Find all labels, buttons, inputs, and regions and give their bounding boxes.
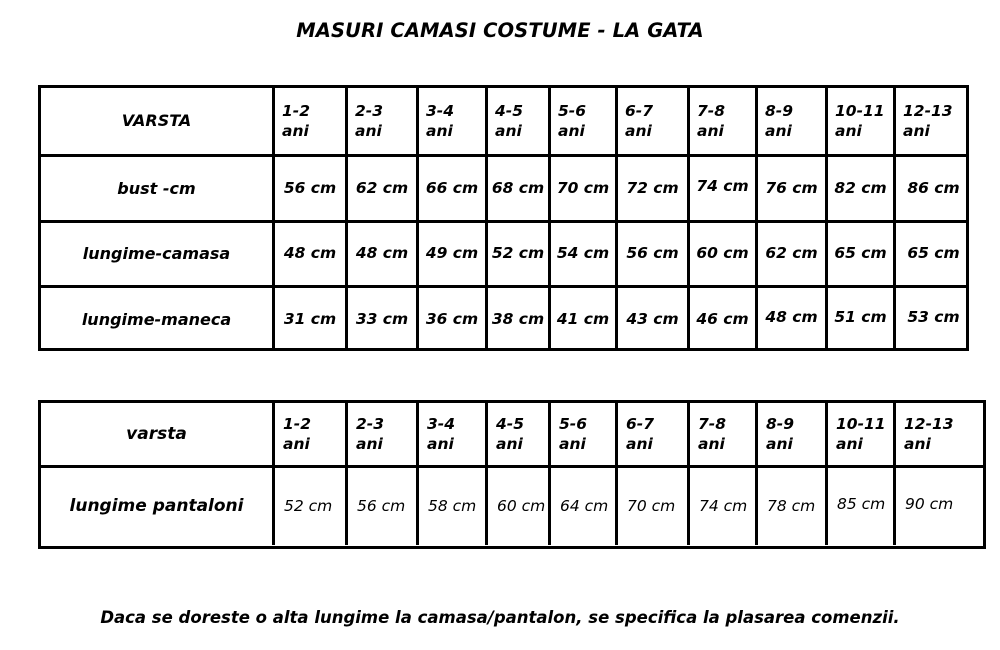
age-unit: ani	[355, 122, 382, 140]
age-column-header-2-3	[348, 88, 419, 154]
age-column-header-5-6	[551, 88, 618, 154]
cell-bust-6-7: 72 cm	[618, 157, 690, 220]
age-column-header-3-4	[419, 88, 488, 154]
age-unit: ani	[283, 435, 310, 453]
age-column-header-10-11	[828, 88, 896, 154]
row-label-lungime-camasa: lungime-camasa	[41, 223, 275, 286]
table-row	[41, 220, 966, 286]
cell-bust-12-13: 86 cm	[907, 178, 960, 197]
cell-pantaloni-12-13: 90 cm	[905, 495, 954, 514]
age-column-header-12-13	[896, 403, 988, 465]
age-column-header-5-6	[551, 403, 618, 465]
age-range: 2-3	[355, 101, 384, 120]
cell-bust-2-3: 62 cm	[348, 157, 419, 220]
age-unit: ani	[835, 122, 862, 140]
age-unit: ani	[697, 122, 724, 140]
age-range: 4-5	[496, 414, 525, 433]
age-unit: ani	[282, 122, 309, 140]
table-row-header	[41, 403, 983, 465]
cell-maneca-8-9: 48 cm	[758, 284, 828, 351]
row-label-lungime-pantaloni: lungime pantaloni	[41, 468, 275, 545]
age-unit: ani	[836, 435, 863, 453]
age-column-header-6-7	[618, 403, 690, 465]
footer-note: Daca se doreste o alta lungime la camasa/pantalon, se specifica la plasarea comenzii.	[100, 608, 900, 627]
age-column-header-4-5	[488, 88, 551, 154]
age-unit: ani	[495, 122, 522, 140]
age-range: 12-13	[903, 101, 953, 120]
cell-camasa-2-3: 48 cm	[348, 223, 419, 286]
cell-bust-5-6: 70 cm	[551, 157, 618, 220]
age-unit: ani	[496, 435, 523, 453]
age-column-header-1-2	[275, 88, 348, 154]
shirt-measurements-table	[38, 85, 969, 351]
age-unit: ani	[766, 435, 793, 453]
age-column-header-6-7	[618, 88, 690, 154]
age-unit: ani	[698, 435, 725, 453]
age-unit: ani	[559, 435, 586, 453]
age-range: 2-3	[356, 414, 385, 433]
row-label-lungime-maneca: lungime-maneca	[41, 288, 275, 351]
cell-maneca-7-8: 46 cm	[690, 288, 758, 351]
age-column-header-1-2	[275, 403, 348, 465]
age-unit: ani	[904, 435, 931, 453]
age-column-header-7-8	[690, 88, 758, 154]
age-column-header-10-11	[828, 403, 896, 465]
age-column-header-8-9	[758, 88, 828, 154]
cell-bust-1-2: 56 cm	[275, 157, 348, 220]
table-row-header	[41, 88, 966, 154]
age-range: 8-9	[766, 414, 795, 433]
age-range: 5-6	[558, 101, 587, 120]
age-column-header-12-13	[896, 88, 971, 154]
age-unit: ani	[903, 122, 930, 140]
row-label-bust: bust -cm	[41, 157, 275, 220]
age-range: 3-4	[426, 101, 455, 120]
cell-maneca-5-6: 41 cm	[551, 288, 618, 351]
age-range: 3-4	[427, 414, 456, 433]
cell-pantaloni-7-8: 74 cm	[690, 468, 758, 545]
age-range: 6-7	[626, 414, 655, 433]
cell-pantaloni-6-7: 70 cm	[618, 468, 690, 545]
cell-pantaloni-2-3: 56 cm	[348, 468, 419, 545]
cell-maneca-10-11: 51 cm	[828, 284, 896, 351]
age-range: 10-11	[836, 414, 886, 433]
cell-pantaloni-4-5: 60 cm	[488, 468, 551, 545]
cell-camasa-8-9: 62 cm	[758, 223, 828, 286]
age-column-header-8-9	[758, 403, 828, 465]
age-unit: ani	[625, 122, 652, 140]
cell-bust-10-11: 82 cm	[828, 157, 896, 220]
age-column-header-2-3	[348, 403, 419, 465]
cell-camasa-1-2: 48 cm	[275, 223, 348, 286]
cell-bust-7-8: 74 cm	[690, 153, 758, 220]
age-range: 7-8	[697, 101, 726, 120]
age-column-header-3-4	[419, 403, 488, 465]
row-header-varsta: VARSTA	[41, 88, 275, 154]
cell-camasa-12-13: 65 cm	[907, 244, 960, 263]
cell-pantaloni-3-4: 58 cm	[419, 468, 488, 545]
table-row	[41, 154, 966, 220]
cell-maneca-4-5: 38 cm	[488, 288, 551, 351]
age-range: 5-6	[559, 414, 588, 433]
cell-bust-3-4: 66 cm	[419, 157, 488, 220]
age-unit: ani	[427, 435, 454, 453]
cell-maneca-6-7: 43 cm	[618, 288, 690, 351]
age-unit: ani	[626, 435, 653, 453]
age-range: 4-5	[495, 101, 524, 120]
age-range: 10-11	[835, 101, 885, 120]
cell-maneca-3-4: 36 cm	[419, 288, 488, 351]
cell-pantaloni-5-6: 64 cm	[551, 468, 618, 545]
cell-pantaloni-10-11: 85 cm	[828, 464, 896, 545]
cell-camasa-7-8: 60 cm	[690, 223, 758, 286]
row-header-varsta: varsta	[41, 403, 275, 465]
cell-bust-8-9: 76 cm	[758, 157, 828, 220]
page-title: MASURI CAMASI COSTUME - LA GATA	[296, 19, 704, 42]
age-range: 6-7	[625, 101, 654, 120]
age-range: 12-13	[904, 414, 954, 433]
cell-camasa-10-11: 65 cm	[828, 223, 896, 286]
table-row	[41, 465, 983, 545]
age-unit: ani	[765, 122, 792, 140]
cell-camasa-6-7: 56 cm	[618, 223, 690, 286]
cell-pantaloni-1-2: 52 cm	[275, 468, 348, 545]
cell-maneca-1-2: 31 cm	[275, 288, 348, 351]
cell-bust-4-5: 68 cm	[488, 157, 551, 220]
age-column-header-7-8	[690, 403, 758, 465]
trouser-measurements-table	[38, 400, 986, 549]
cell-camasa-5-6: 54 cm	[551, 223, 618, 286]
cell-camasa-4-5: 52 cm	[488, 223, 551, 286]
cell-camasa-3-4: 49 cm	[419, 223, 488, 286]
age-unit: ani	[558, 122, 585, 140]
table-row	[41, 285, 966, 351]
age-range: 7-8	[698, 414, 727, 433]
cell-maneca-12-13: 53 cm	[907, 308, 960, 327]
age-range: 8-9	[765, 101, 794, 120]
age-column-header-4-5	[488, 403, 551, 465]
age-unit: ani	[426, 122, 453, 140]
age-range: 1-2	[282, 101, 311, 120]
age-range: 1-2	[283, 414, 312, 433]
cell-maneca-2-3: 33 cm	[348, 288, 419, 351]
age-unit: ani	[356, 435, 383, 453]
cell-pantaloni-8-9: 78 cm	[758, 468, 828, 545]
